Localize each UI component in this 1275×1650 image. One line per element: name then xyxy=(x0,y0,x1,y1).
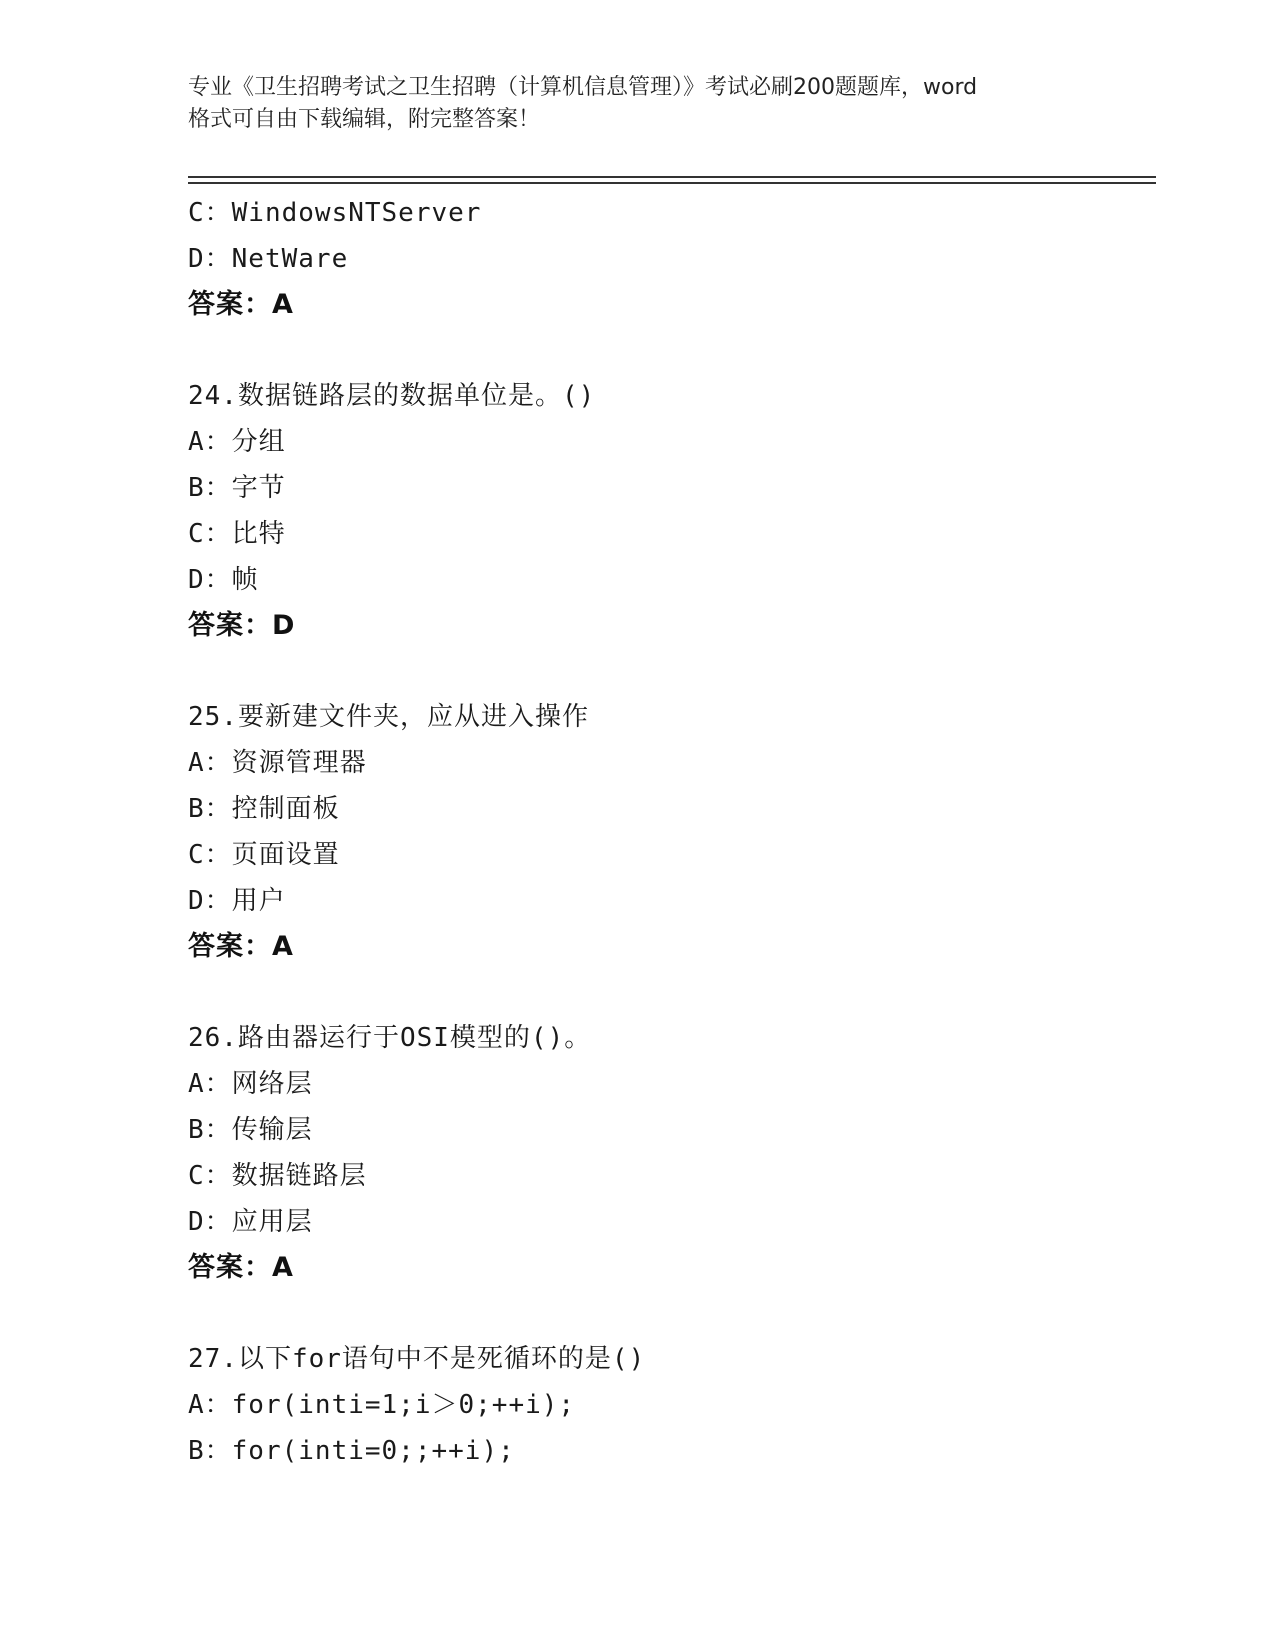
option-d: D：帧 xyxy=(188,565,259,595)
option-d: D：用户 xyxy=(188,886,286,916)
answer-line: 答案：A xyxy=(188,289,294,320)
question-23-tail xyxy=(188,190,1156,328)
question-26 xyxy=(188,1015,1156,1291)
question-list xyxy=(188,190,1156,1474)
header-divider-bottom xyxy=(188,182,1156,184)
header-title-line-2: 格式可自由下载编辑，附完整答案！ xyxy=(188,107,541,132)
option-a: A：分组 xyxy=(188,427,286,457)
answer-line: 答案：A xyxy=(188,1252,294,1283)
option-b: B：字节 xyxy=(188,473,286,503)
option-b: B：控制面板 xyxy=(188,794,340,824)
question-25 xyxy=(188,694,1156,970)
answer-line: 答案：D xyxy=(188,610,296,641)
option-a: A：资源管理器 xyxy=(188,748,367,778)
spacer xyxy=(188,1291,1156,1336)
option-c: C：页面设置 xyxy=(188,840,340,870)
option-d: D：应用层 xyxy=(188,1207,313,1237)
option-a: A：for(inti=1;i＞0;++i); xyxy=(188,1390,576,1420)
spacer xyxy=(188,970,1156,1015)
header-divider-top xyxy=(188,176,1156,178)
option-c: C：数据链路层 xyxy=(188,1161,367,1191)
question-stem: 27.以下for语句中不是死循环的是() xyxy=(188,1344,646,1374)
question-stem: 26.路由器运行于OSI模型的()。 xyxy=(188,1023,592,1053)
option-d: D：NetWare xyxy=(188,244,349,274)
document-header xyxy=(188,72,1088,136)
option-b: B：for(inti=0;;++i); xyxy=(188,1436,515,1466)
option-c: C：比特 xyxy=(188,519,286,549)
answer-line: 答案：A xyxy=(188,931,294,962)
question-stem: 25.要新建文件夹，应从进入操作 xyxy=(188,702,589,732)
question-24 xyxy=(188,373,1156,649)
header-title-line-1: 专业《卫生招聘考试之卫生招聘（计算机信息管理）》考试必刷200题题库，word xyxy=(188,75,978,100)
spacer xyxy=(188,649,1156,694)
option-b: B：传输层 xyxy=(188,1115,313,1145)
question-27 xyxy=(188,1336,1156,1474)
spacer xyxy=(188,328,1156,373)
option-c: C：WindowsNTServer xyxy=(188,198,482,228)
option-a: A：网络层 xyxy=(188,1069,313,1099)
question-stem: 24.数据链路层的数据单位是。() xyxy=(188,381,596,411)
